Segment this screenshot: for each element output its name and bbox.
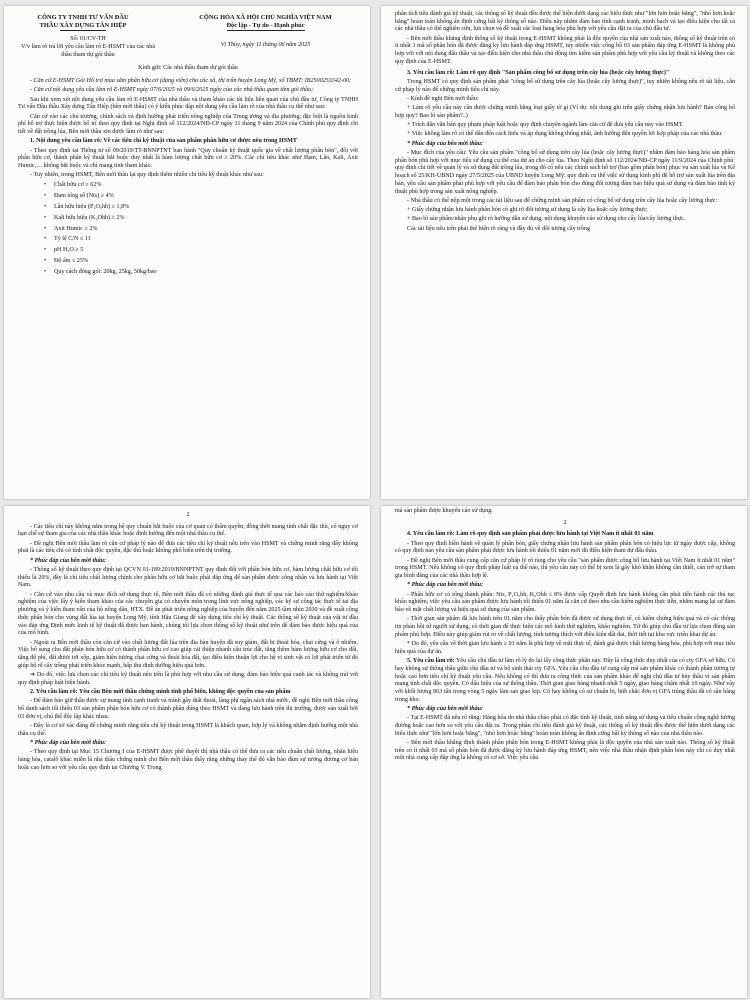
paragraph: - Để đảm bảo giữ thầu được sự mang tính cạnh tranh và tránh gây thất thoát, lãng phí ngân sách nhà nước, đề nghị Bên mời thầu công bố danh sách tối thiểu 03 sản phẩm phân bón hữu cơ có thành phần đúng theo HSMT và đang lưu hành trên thị trường, được sản xuất bởi 03 đơn vị, chủ thể độc lập khác nhau. xyxy=(18,698,358,720)
paragraph: + Trích dẫn văn bản quy phạm pháp luật hoặc quy định chuyên ngành làm căn cứ để đưa yêu cầu này vào HSMT. xyxy=(407,122,684,129)
paragraph: - Theo quy định tại Thông tư số 09/2019/TT-BNNPTNT ban hành "Quy chuẩn kỹ thuật quốc gia về chất lượng phân bón", đối với phân hữu cơ, thành phần kỹ thuật bắt buộc duy nhất là hàm lượng chất hữu cơ ≥ 20%. Các chỉ tiêu khác như Đạm, Lân, Kali, Axit Humic,… không bắt buộc và chỉ mang tính tham khảo. xyxy=(18,147,358,169)
paragraph: - Căn cứ vào nhu cầu và mục đích sử dụng thực tế, Bên mời thầu đã có những đánh giá thực tế qua các báo cáo thử nghiệm/khảo nghiệm của việc lấy ý kiến tham khảo của các chuyên gia có chuyên môn trong lĩnh vực nông nghiệp, các kỹ sư công tác thực tế tại địa phương và ý kiến tham vấn của hộ nông dân, HTX. Đề án phát triển nông nghiệp của huyện đến năm 2025 tầm nhìn 2030 và đề xuất công thức phân bón cho vùng đất lúa tại huyện Long Mỹ, tỉnh Hậu Giang để xây dựng tiêu chí kỹ thuật. Các thông số kỹ thuật của vật tư đầu vào đáp ứng Định mức kinh tế kỹ thuật đã được ban hành, chúng tôi lựa chọn thông số kỹ thuật như trên để đảm bảo được hiệu quả của của mô hình. xyxy=(18,591,358,637)
spec-list xyxy=(44,182,358,277)
paragraph: - Kính đề nghị Bên mời thầu: xyxy=(407,95,479,102)
paragraph: Các tài liệu nêu trên phải thể hiện rõ ràng và đầy đủ về đối tượng cây trồng xyxy=(407,225,591,232)
paragraph: + Giấy chứng nhận lưu hành phân bón có ghi rõ đối tượng sử dụng là cây lúa hoặc cây lương thực; xyxy=(407,207,648,214)
paragraph: - Mục đích của yêu cầu: Yêu cầu sản phẩm "công bố sử dụng trên cây lúa (hoặc cây lương thực)" nhằm đảm bảo hàng hóa sản phẩm phân bón phù hợp với mục tiêu sử dụng cụ thể của dự án cho cây lúa. Theo Nghị định số 112/2024/NĐ-CP ngày 11/9/2024 của Chính phủ: quy định chi tiết về quản lý và sử dụng đất trồng lúa, trong đó có nêu các chính sách hỗ trợ (bao gồm phân bón) phục vụ sản xuất lúa và Kế hoạch số 25/KH-UBND ngày 27/5/2025 của UBND huyện Long Mỹ: quy định cụ thể việc sử dụng kinh phí để hỗ trợ sản xuất lúa trên địa bàn, yêu cầu sản phẩm phải phù hợp với yêu cầu để đảm bảo phân bón cho đúng đối tượng đảm bảo hiệu quả sử dụng và đảm bảo tính kỹ thuật phù hợp trong sản xuất nông nghiệp. xyxy=(395,150,735,195)
greeting: Kính gửi: Các nhà thầu tham dự gói thầu xyxy=(138,65,238,72)
reply-heading: * Phúc đáp của bên mời thầu: xyxy=(407,582,484,589)
paragraph: - Ngoài ra Bên mời thầu còn căn cứ vào chất lượng đất lúa trên địa bàn huyện đã suy giảm, đất bị thoái hóa, chai cứng và ô nhiễm. Việc bổ sung cho đất phân bón hữu cơ có thành phần hữu cơ cao giúp cải thiện nhanh cấu trúc đất, tăng thêm hàm lượng hữu cơ cho đất, tăng độ phì, đất được tơi xốp, giảm hiện tượng chai cứng và thoái hóa đất, tạo điều kiện thuận lợi cho hệ vi sinh vật có lợi phát triển từ đó giúp bộ rễ cây trồng phát triển khỏe mạnh, hấp thu dinh dưỡng hiệu quả hơn. xyxy=(18,639,358,669)
motto-divider xyxy=(227,30,305,31)
document-page-1 xyxy=(4,6,370,499)
paragraph: - Tuy nhiên, trong HSMT, Bên mời thầu lại quy định thêm nhiều chỉ tiêu kỹ thuật khác như sau: xyxy=(30,172,264,179)
paragraph: - Tại E-HSMT đã nêu rõ rằng: Hàng hóa do nhà thầu chào phải có đặc tính kỹ thuật, tính năng sử dụng và tiêu chuẩn công nghệ tương đương hoặc cao hơn so với yêu cầu đặt ra. Trong phần chỉ tiêu đánh giá kỹ thuật, các thông số kỹ thuật đều được thể hiện dưới dạng các biểu thức như "lớn hơn hoặc bằng", "nhỏ hơn hoặc bằng" hoàn toàn không ấn định cứng bất kỳ thông số nào của nhà thầu nào. xyxy=(395,715,735,737)
basis-line-2: - Căn cứ nội dung yêu cầu làm rõ E-HSMT ngày 07/6/2025 và 09/6/2025 ngày của các nhà thầu quan tâm gói thầu; xyxy=(30,87,314,94)
paragraph: - Đây là cơ sở xác đáng để chứng minh rằng tiêu chí kỹ thuật trong HSMT là khách quan, hợp lý và không nhằm định hướng một nhà thầu cụ thể. xyxy=(18,722,358,737)
spec-item: • Chất hữu cơ ≥ 62% xyxy=(44,182,102,188)
spec-item: • Đạm tổng số (Nts) ≥ 4% xyxy=(44,192,114,199)
section-heading-2: 2. Yêu cầu làm rõ: Yêu cầu Bên mời thầu chứng minh tính phổ biến, không độc quyền của sản phẩm xyxy=(30,688,291,695)
paragraph: - Bên mời thầu khẳng định thành phần phân bón trong E-HSMT không phải là độc quyền của nhà sản xuất nào. Thông số kỹ thuật trên có ít nhất 03 mã số phân bón đã được đăng ký lưu hành đáp ứng HSMT, nên việc nhà thầu nhận định phân bón này chỉ có duy nhất một nhà cung cấp đáp ứng là không có cơ sở. Việc yêu cầu xyxy=(395,739,735,762)
document-page-3 xyxy=(4,506,370,998)
paragraph: - Theo quy định hiện hành về quản lý phân bón, giấy chứng nhận lưu hành sản phẩm phân bón có hiệu lực từ ngày được cấp, không có quy định nào yêu cầu sản phẩm phải được lưu hành tối thiểu 01 năm mới đủ điều kiện tham dự đấu thầu. xyxy=(395,540,735,555)
section-heading-5: 5. Yêu cầu làm rõ: xyxy=(407,658,455,665)
reply-heading: * Phúc đáp của bên mời thầu: xyxy=(30,557,107,564)
document-page-4 xyxy=(381,506,747,998)
reply-heading: * Phúc đáp của bên mời thầu: xyxy=(30,739,107,746)
section-heading-3: 3. Yêu cầu làm rõ: Làm rõ quy định "Sản phẩm công bố sử dụng trên cây lúa (hoặc cây lương thực)" xyxy=(407,69,670,76)
spec-item: • Kali hữu hiệu (K₂Ohh) ≥ 2% xyxy=(44,214,125,221)
paragraph: + Bao bì sản phẩm/nhãn phụ ghi rõ hướng dẫn sử dụng, nội dung khuyến cáo sử dụng cho cây lúa/cây lương thực. xyxy=(407,216,686,223)
company-name-line2: THẦU XÂY DỰNG TÂN HIỆP xyxy=(39,21,127,29)
national-title: CỘNG HÒA XÃ HỘI CHỦ NGHĨA VIỆT NAM xyxy=(199,14,332,21)
page-number: 2 xyxy=(186,512,190,518)
letter-header xyxy=(18,14,358,31)
national-motto: Độc lập - Tự do - Hạnh phúc xyxy=(226,21,305,29)
document-date: Vị Thủy, ngày 11 tháng 06 năm 2025 xyxy=(220,42,311,49)
header-divider xyxy=(60,30,106,31)
section-heading-4: 4. Yêu cầu làm rõ: Làm rõ quy định sản phẩm phải được lưu hành tại Việt Nam ít nhất 01 năm xyxy=(407,531,654,538)
paragraph: Trong HSMT có quy định sản phẩm phải "công bố sử dụng trên cây lúa (hoặc cây lương thực)", tuy nhiên không nêu rõ tài liệu, căn cứ pháp lý nào để chứng minh tiêu chí này. xyxy=(395,78,735,93)
context-paragraph: Căn cứ vào các chủ trương, chính sách và định hướng phát triển nông nghiệp của Trung ương và địa phương; đặc biệt là nguồn kinh phí hỗ trợ thực hiện được bố trí theo quy định tại Nghị định số 112/2024/NĐ-CP ngày 11 tháng 9 năm 2024 của Chính phủ quy định chi tiết về đất trồng lúa, Bên mời thầu xin được làm rõ như sau: xyxy=(18,113,358,135)
paragraph: - Đề nghị Bên mời thầu làm rõ căn cứ pháp lý nào để đưa các tiêu chí kỹ thuật nêu trên vào HSMT và chứng minh rằng đây không phải là các tiêu chí có tính chất độc quyền, đặc thù hoặc không phổ biến trên thị trường. xyxy=(18,540,358,555)
section-heading-1: 1. Nội dung yêu cầu làm rõ: Về các tiêu chí kỹ thuật của sản phẩm phân hữu cơ được nêu trong HSMT xyxy=(30,138,297,145)
reply-heading: * Phúc đáp của bên mời thầu: xyxy=(407,140,484,147)
document-page-2 xyxy=(381,6,747,499)
paragraph: - Theo quy định tại Mục 15 Chương I của E-HSMT được phê duyệt thì nhà thầu có thể đưa ra các tiêu chuẩn chất lượng, nhãn hiệu hàng hóa, catalô khác miễn là nhà thầu chứng minh cho Bên mời thầu thấy rằng những thay thế đó vẫn bảo đảm sự tương đương cơ bản hoặc cao hơn so với yêu cầu quy định tại Chương V. Trong xyxy=(18,749,358,771)
basis-line-1: - Căn cứ E-HSMT Gói Hỗ trợ mua sắm phân hữu cơ (dạng viên) cho các xã, thị trấn huyện Long Mỹ, số TBMT: IB2500253342-00; xyxy=(30,78,352,84)
company-name-line1: CÔNG TY TNHH TƯ VẤN ĐẦU xyxy=(37,14,129,21)
conclusion-paragraph: ➔ Do đó, việc lựa chọn các chỉ tiêu kỹ thuật nêu trên là phù hợp với nhu cầu sử dụng, đảm bảo hiệu quả canh tác và không trái với quy định pháp luật hiện hành. xyxy=(18,671,358,686)
paragraph: - Thời gian sản phẩm đã lưu hành trên 01 năm cho thấy phân bón đã được sử dụng thực tế, có kiểm chứng hiệu quả và có các thông tin phản hồi từ người sử dụng, có thời gian để thực hiện các mô hình thử nghiệm, khảo nghiệm. Từ đó giúp chủ đầu tư lựa chọn đúng sản phẩm phù hợp. Điều này giúp giảm rủi ro về chất lượng, tính tương thích với điều kiện đất đai, thời tiết tại khu vực triển khai dự án. xyxy=(395,616,735,638)
section-5-text: Yêu cầu chủ đầu tư làm rõ lý do lại lấy công thức phân này. Đây là công thức duy nhất của có cty GFA sở hữu. Có hay không sự thông thầu giữa chủ đầu tư và bộ sinh thái cty GFA. Yêu cầu chủ đầu tư cung cấp mã sản phẩm khác có thành phần tương tự hoặc cao hơn tiêu chí kỹ thuật yêu cầu. Nếu không có thì đưa ra công thức của sản phẩm khác để nghị chủ đầu tư hủy thầu vì sản phẩm mang tính chất độc quyền. Có dấu hiệu của sự thông thầu. Thời gian giao hàng nhanh nhất 5 ngày, giao hàng chậm nhất 10 ngày. Như vậy với khối lượng 863 tấn trong vòng 5 ngày làm sao giao kịp. Có hay không có sự chuẩn bị, biết chắc đơn vị GFA trúng thầu đã có sẵn hàng trong kho. xyxy=(395,658,736,703)
paragraph: - Nhà thầu có thể nộp một trong các tài liệu sau để chứng minh sản phẩm có công bố sử dụng trên cây lúa hoặc cây lương thực: xyxy=(407,197,718,204)
intro-paragraph: Sau khi xem xét nội dung yêu cầu làm rõ E-HSMT của nhà thầu và tham khảo các tài liệu liên quan của chủ đầu tư, Công ty TNHH Tư vấn Đầu thầu Xây dựng Tân Hiệp (bên mời thầu) có ý kiến phúc đáp nội dung yêu cầu làm rõ của nhà thầu cụ thể như sau: xyxy=(18,96,358,111)
conclusion-paragraph: * Do đó, yêu cầu về thời gian lưu hành ≥ 01 năm là phù hợp về mặt thực tế, đánh giá được chất lượng hàng hóa, phù hợp với mục tiêu hiệu quả của dự án. xyxy=(395,641,735,655)
paragraph: - Các tiêu chí này không nằm trong hệ quy chuẩn bắt buộc của cơ quan có thẩm quyền, đồng thời mang tính chất đặc thù, có nguy cơ hạn chế sự tham gia của các nhà thầu khác hoặc định hướng đến một nhà thầu cụ thể. xyxy=(18,523,358,538)
paragraph: - Bên mời thầu khẳng định thông số kỹ thuật trong E-HSMT không phải là độc quyền của nhà sản xuất nào, thông số kỹ thuật trên có ít nhất 3 mã số phân bón đã được đăng ký lưu hành đáp ứng HSMT, tuy nhiên việc công bố 03 sản phẩm đáp ứng E-HSMT là không phù hợp với với nội dung đấu thầu và tạo điều kiện cho nhà thầu chủ động tìm kiếm sản phẩm phù hợp với yêu cầu kỹ thuật và không theo các quy định của E-HSMT. xyxy=(395,35,735,65)
spec-item: • Lân hữu hiệu (P₂O₅hh) ≥ 1,8% xyxy=(44,203,130,210)
reply-heading: * Phúc đáp của bên mời thầu: xyxy=(407,705,484,712)
document-number: Số: 01/CV-TH xyxy=(70,36,106,43)
document-subject: V/v làm rõ trả lời yêu cầu làm rõ E-HSMT của các nhà thầu tham dự gói thầu xyxy=(20,43,156,58)
spec-item: • Độ ẩm ≤ 25% xyxy=(44,258,88,265)
page-number: 2 xyxy=(563,519,567,526)
paragraph: + Việc không làm rõ có thể dẫn đến cách hiểu và áp dụng không thống nhất, ảnh hướng đến quyền lợi hợp pháp của các nhà thầu. xyxy=(407,131,723,138)
paragraph: - Đề nghị Bên mời thầu cung cấp căn cứ pháp lý rõ ràng cho yêu cầu "sản phẩm được công bố lưu hành tại Việt Nam ít nhất 01 năm" trong HSMT. Nếu không có quy định pháp luật cụ thể nào, thì yêu cầu này có thể bị xem là gây khó khăn không cần thiết, cản trở sự tham gia bình đẳng của các nhà thầu hợp lệ. xyxy=(395,557,735,580)
spec-item: • Axit Humic ≥ 2% xyxy=(44,225,98,232)
paragraph: + Làm rõ yêu cầu này cần được chứng minh bằng loại giấy tờ gì (Ví dụ: nội dung ghi trên giấy chứng nhận lưu hành? Bản công bố hợp quy? Bao bì sản phẩm?..) xyxy=(395,105,735,119)
section-5-paragraph xyxy=(395,658,735,704)
paragraph: - Thông số kỹ thuật theo quy định tại QCVN 01-189:2019/BNNPTNT quy định đối với phân bón hữu cơ, hàm lượng chất hữu cơ tối thiểu là 20%, đây là chỉ tiêu chất lượng chính cho phân hữu cơ bắt buộc phải đáp ứng để sản phẩm được công nhận và lưu hành tại Việt Nam. xyxy=(18,567,358,589)
paragraph: mà sản phẩm được khuyến cáo sử dụng. xyxy=(395,508,493,514)
spec-item: • pH H₂O ≥ 5 xyxy=(44,247,84,254)
spec-item: • Tỷ lệ C/N ≤ 11 xyxy=(44,236,91,243)
paragraph: - Phân hữu cơ có tổng thành phần: Nts, P₂O₅hh, K₂Ohh ≤ 8% được cấp Quyết định lưu hành không cần phải tiến hành các thủ tục khảo nghiệm, việc yêu cầu sản phẩm được lưu hành tối thiểu 01 năm là căn cứ theo nhu cầu kiểm nghiệm thực tiễn, nhằm mang lại sự đảm bảo về mặt chất lượng và hiệu quả sử dụng của sản phẩm. xyxy=(395,591,735,614)
paragraph: phân tích tiêu đánh giá kỹ thuật, các thông số kỹ thuật đều được thể hiện dưới dạng các biểu thức như "lớn hơn hoặc bằng", "nhỏ hơn hoặc bằng" hoàn toàn không ấn định cứng bất kỳ thông số nào. Điều này nhằm đảm bảo tính cạnh tranh, minh bạch và tạo điều kiện cho tất cả các nhà thầu có thể nghiên cứu, lựa chọn và đề xuất các loại hàng hóa phù hợp với yêu cầu đặt ra của chủ đầu tư. xyxy=(395,11,735,33)
spec-item: • Quy cách đóng gói: 20kg, 25kg, 50kg/bao xyxy=(44,269,157,276)
